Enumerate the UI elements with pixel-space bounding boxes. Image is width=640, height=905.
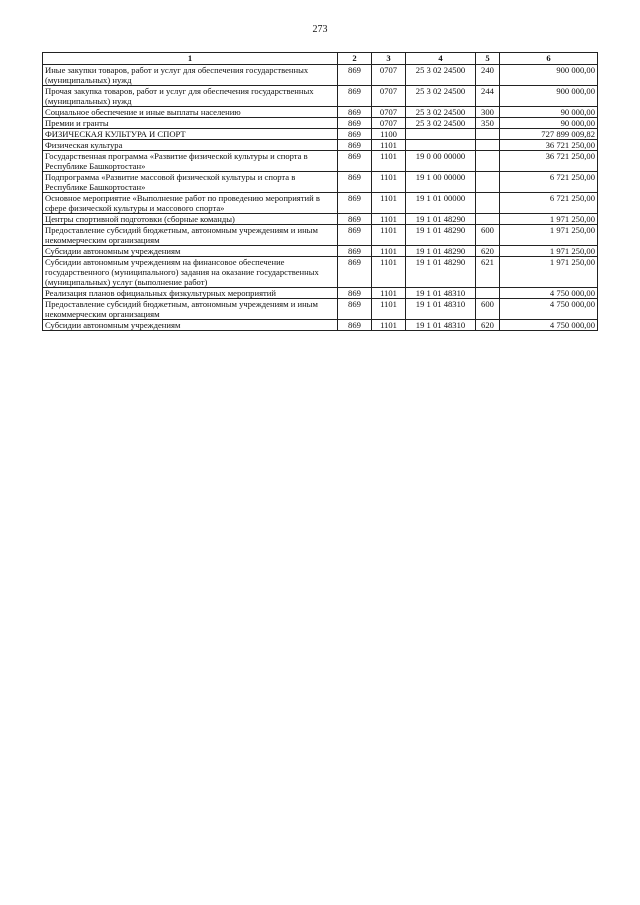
table-body <box>43 65 598 331</box>
table-row <box>43 257 598 288</box>
table-row <box>43 129 598 140</box>
cell-name: ФИЗИЧЕСКАЯ КУЛЬТУРА И СПОРТ <box>43 129 338 140</box>
table-row <box>43 193 598 214</box>
cell-section-code: 1101 <box>372 299 406 320</box>
cell-target-article: 19 1 01 48310 <box>406 320 476 331</box>
cell-section-code: 1101 <box>372 225 406 246</box>
table-row <box>43 65 598 86</box>
cell-amount: 1 971 250,00 <box>500 225 598 246</box>
cell-target-article: 25 3 02 24500 <box>406 86 476 107</box>
cell-name: Субсидии автономным учреждениям на финансовое обеспечение государственного (муниципального) задания на оказание государственных (муниципальных) услуг (выполнение работ) <box>43 257 338 288</box>
cell-expense-type: 600 <box>476 225 500 246</box>
cell-expense-type: 244 <box>476 86 500 107</box>
cell-amount: 6 721 250,00 <box>500 172 598 193</box>
cell-section-code: 0707 <box>372 65 406 86</box>
cell-target-article <box>406 140 476 151</box>
cell-ved-code: 869 <box>338 214 372 225</box>
cell-target-article: 19 1 01 48290 <box>406 225 476 246</box>
cell-name: Иные закупки товаров, работ и услуг для обеспечения государственных (муниципальных) нужд <box>43 65 338 86</box>
cell-expense-type <box>476 151 500 172</box>
cell-amount: 1 971 250,00 <box>500 214 598 225</box>
cell-name: Социальное обеспечение и иные выплаты населению <box>43 107 338 118</box>
table-row <box>43 118 598 129</box>
cell-section-code: 1101 <box>372 320 406 331</box>
cell-amount: 36 721 250,00 <box>500 151 598 172</box>
cell-amount: 900 000,00 <box>500 86 598 107</box>
cell-ved-code: 869 <box>338 140 372 151</box>
table-header-row <box>43 53 598 65</box>
cell-section-code: 1101 <box>372 246 406 257</box>
cell-amount: 1 971 250,00 <box>500 246 598 257</box>
table-row <box>43 140 598 151</box>
cell-ved-code: 869 <box>338 320 372 331</box>
table-row <box>43 225 598 246</box>
cell-ved-code: 869 <box>338 129 372 140</box>
cell-amount: 1 971 250,00 <box>500 257 598 288</box>
cell-expense-type <box>476 214 500 225</box>
cell-section-code: 1101 <box>372 288 406 299</box>
cell-target-article: 25 3 02 24500 <box>406 118 476 129</box>
cell-name: Субсидии автономным учреждениям <box>43 320 338 331</box>
cell-expense-type: 350 <box>476 118 500 129</box>
cell-expense-type <box>476 129 500 140</box>
cell-section-code: 1100 <box>372 129 406 140</box>
column-header-4: 4 <box>406 53 476 65</box>
cell-name: Реализация планов официальных физкультурных мероприятий <box>43 288 338 299</box>
cell-expense-type <box>476 140 500 151</box>
cell-expense-type: 620 <box>476 246 500 257</box>
cell-amount: 6 721 250,00 <box>500 193 598 214</box>
cell-ved-code: 869 <box>338 225 372 246</box>
cell-name: Предоставление субсидий бюджетным, автономным учреждениям и иным некоммерческим организациям <box>43 299 338 320</box>
cell-amount: 4 750 000,00 <box>500 320 598 331</box>
column-header-2: 2 <box>338 53 372 65</box>
cell-target-article: 25 3 02 24500 <box>406 65 476 86</box>
cell-ved-code: 869 <box>338 118 372 129</box>
column-header-6: 6 <box>500 53 598 65</box>
column-header-5: 5 <box>476 53 500 65</box>
cell-ved-code: 869 <box>338 288 372 299</box>
cell-target-article: 19 1 01 48290 <box>406 246 476 257</box>
cell-expense-type: 621 <box>476 257 500 288</box>
cell-name: Субсидии автономным учреждениям <box>43 246 338 257</box>
column-header-1: 1 <box>43 53 338 65</box>
cell-target-article: 19 1 00 00000 <box>406 172 476 193</box>
cell-expense-type: 300 <box>476 107 500 118</box>
cell-amount: 4 750 000,00 <box>500 299 598 320</box>
cell-expense-type: 620 <box>476 320 500 331</box>
cell-ved-code: 869 <box>338 246 372 257</box>
table-row <box>43 299 598 320</box>
cell-expense-type <box>476 193 500 214</box>
cell-target-article: 19 1 01 00000 <box>406 193 476 214</box>
cell-ved-code: 869 <box>338 299 372 320</box>
cell-target-article: 19 1 01 48290 <box>406 257 476 288</box>
cell-amount: 4 750 000,00 <box>500 288 598 299</box>
column-header-3: 3 <box>372 53 406 65</box>
cell-amount: 36 721 250,00 <box>500 140 598 151</box>
cell-name: Основное мероприятие «Выполнение работ по проведению мероприятий в сфере физической культуры и массового спорта» <box>43 193 338 214</box>
cell-section-code: 1101 <box>372 214 406 225</box>
cell-expense-type <box>476 172 500 193</box>
cell-amount: 90 000,00 <box>500 107 598 118</box>
table-row <box>43 172 598 193</box>
cell-ved-code: 869 <box>338 172 372 193</box>
cell-amount: 90 000,00 <box>500 118 598 129</box>
cell-ved-code: 869 <box>338 151 372 172</box>
cell-ved-code: 869 <box>338 107 372 118</box>
cell-section-code: 1101 <box>372 140 406 151</box>
page-number: 273 <box>312 24 328 35</box>
cell-target-article <box>406 129 476 140</box>
cell-ved-code: 869 <box>338 257 372 288</box>
table-row <box>43 107 598 118</box>
cell-target-article: 25 3 02 24500 <box>406 107 476 118</box>
cell-section-code: 0707 <box>372 118 406 129</box>
cell-amount: 900 000,00 <box>500 65 598 86</box>
cell-name: Подпрограмма «Развитие массовой физической культуры и спорта в Республике Башкортостан» <box>43 172 338 193</box>
table-row <box>43 320 598 331</box>
cell-section-code: 1101 <box>372 257 406 288</box>
cell-expense-type: 240 <box>476 65 500 86</box>
cell-name: Физическая культура <box>43 140 338 151</box>
cell-name: Предоставление субсидий бюджетным, автономным учреждениям и иным некоммерческим организациям <box>43 225 338 246</box>
cell-expense-type: 600 <box>476 299 500 320</box>
cell-amount: 727 899 009,82 <box>500 129 598 140</box>
table-row <box>43 288 598 299</box>
table-row <box>43 246 598 257</box>
table-row <box>43 86 598 107</box>
cell-name: Прочая закупка товаров, работ и услуг для обеспечения государственных (муниципальных) нужд <box>43 86 338 107</box>
cell-section-code: 1101 <box>372 172 406 193</box>
cell-section-code: 1101 <box>372 151 406 172</box>
cell-name: Государственная программа «Развитие физической культуры и спорта в Республике Башкортостан» <box>43 151 338 172</box>
cell-target-article: 19 0 00 00000 <box>406 151 476 172</box>
table-row <box>43 214 598 225</box>
cell-ved-code: 869 <box>338 193 372 214</box>
cell-section-code: 1101 <box>372 193 406 214</box>
cell-ved-code: 869 <box>338 86 372 107</box>
cell-name: Центры спортивной подготовки (сборные команды) <box>43 214 338 225</box>
cell-target-article: 19 1 01 48310 <box>406 288 476 299</box>
cell-section-code: 0707 <box>372 86 406 107</box>
cell-expense-type <box>476 288 500 299</box>
cell-target-article: 19 1 01 48290 <box>406 214 476 225</box>
cell-section-code: 0707 <box>372 107 406 118</box>
cell-ved-code: 869 <box>338 65 372 86</box>
table-row <box>43 151 598 172</box>
budget-table <box>42 52 598 331</box>
cell-target-article: 19 1 01 48310 <box>406 299 476 320</box>
cell-name: Премии и гранты <box>43 118 338 129</box>
